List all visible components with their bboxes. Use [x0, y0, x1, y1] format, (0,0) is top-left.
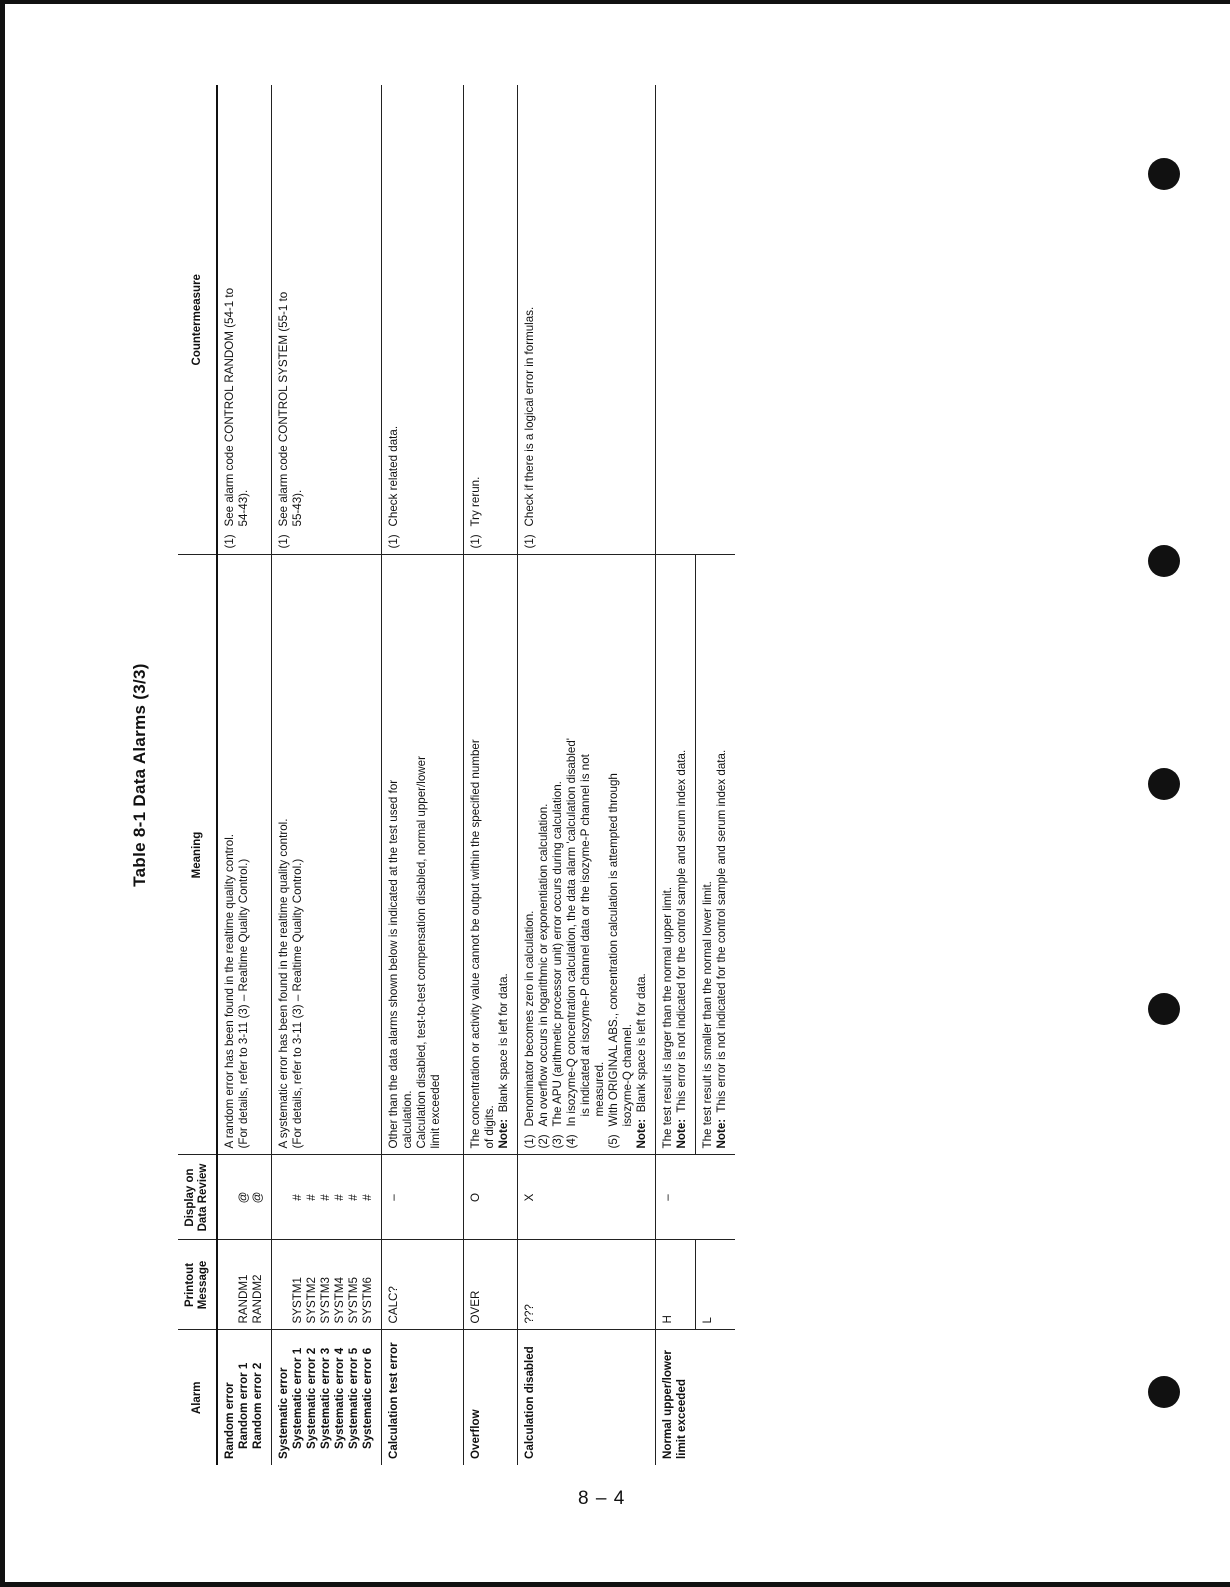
header-alarm: Alarm — [178, 1330, 217, 1465]
meaning-cell: (1)Denominator becomes zero in calculation. (2)An overflow occurs in logarithmic or exponentiation calculation. (3)The APU (arithmetic processor unit) error occurs during calculation. (4)In isozyme-Q concentration calculation, the data alarm 'calculation disabled' is indicated at isozyme-P channel data or the isozyme-P channel is not measured. (5)With ORIGINAL ABS., concentration calculation is attempted through isozyme-Q channel. Note: Blank space is left for data. — [518, 555, 656, 1155]
display-cell: @ @ — [217, 1155, 272, 1240]
display-cell: # # # # # # — [272, 1155, 382, 1240]
table-row — [272, 85, 382, 1465]
display-cell: – — [656, 1155, 736, 1240]
table-row — [656, 85, 696, 1465]
meaning-cell: The test result is smaller than the normal lower limit. Note: This error is not indicated for the control sample and serum index data. — [696, 555, 736, 1155]
meaning-cell: The concentration or activity value cannot be output within the specified number of digits. Note: Blank space is left for data. — [464, 555, 518, 1155]
meaning-cell: A systematic error has been found in the realtime quality control. (For details, refer to 3-11 (3) – Realtime Quality Control.) — [272, 555, 382, 1155]
alarm-cell: Systematic error Systematic error 1 Systematic error 2 Systematic error 3 Systematic error 4 Systematic error 5 Systematic error 6 — [272, 1330, 382, 1465]
header-display: Display on Data Review — [178, 1155, 217, 1240]
header-countermeasure: Countermeasure — [178, 85, 217, 555]
table-row — [217, 85, 272, 1465]
display-cell: X — [518, 1155, 656, 1240]
table-row — [518, 85, 656, 1465]
header-printout: Printout Message — [178, 1240, 217, 1330]
punch-hole — [1148, 158, 1180, 190]
printout-cell: H — [656, 1240, 696, 1330]
scan-edge-top — [0, 0, 1230, 4]
display-cell: O — [464, 1155, 518, 1240]
printout-cell: OVER — [464, 1240, 518, 1330]
display-cell: – — [382, 1155, 464, 1240]
countermeasure-cell: (1)Check if there is a logical error in formulas. — [518, 85, 656, 555]
data-alarms-table — [178, 85, 735, 1465]
punch-hole — [1148, 768, 1180, 800]
header-meaning: Meaning — [178, 555, 217, 1155]
printout-cell: SYSTM1 SYSTM2 SYSTM3 SYSTM4 SYSTM5 SYSTM6 — [272, 1240, 382, 1330]
printout-cell: CALC? — [382, 1240, 464, 1330]
alarm-cell: Random error Random error 1 Random error 2 — [223, 1362, 264, 1459]
meaning-cell: A random error has been found in the realtime quality control. (For details, refer to 3-11 (3) – Realtime Quality Control.) — [217, 555, 272, 1155]
countermeasure-cell — [656, 85, 736, 555]
page-number: 8 – 4 — [578, 1488, 626, 1509]
scan-edge-left — [0, 0, 5, 1587]
alarm-cell: Normal upper/lower limit exceeded — [656, 1330, 736, 1465]
scan-edge-bottom — [0, 1582, 1230, 1587]
alarm-cell: Overflow — [464, 1330, 518, 1465]
printout-cell: RANDM1 RANDM2 — [217, 1240, 272, 1330]
meaning-cell: Other than the data alarms shown below is indicated at the test used for calculation. Calculation disabled, test-to-test compensation disabled, normal upper/lower limit exceeded — [382, 555, 464, 1155]
printout-cell: L — [696, 1240, 736, 1330]
countermeasure-cell: (1)See alarm code CONTROL SYSTEM (55-1 to 55-43). — [272, 85, 382, 555]
alarm-cell: Calculation disabled — [518, 1330, 656, 1465]
table-row — [464, 85, 518, 1465]
header-row — [178, 85, 217, 1465]
countermeasure-cell: (1)Try rerun. — [464, 85, 518, 555]
countermeasure-cell: (1)Check related data. — [382, 85, 464, 555]
table-title: Table 8-1 Data Alarms (3/3) — [130, 663, 149, 887]
meaning-cell: The test result is larger than the normal upper limit. Note: This error is not indicated for the control sample and serum index data. — [656, 555, 696, 1155]
printout-cell: ??? — [518, 1240, 656, 1330]
countermeasure-cell: (1)See alarm code CONTROL RANDOM (54-1 to 54-43). — [217, 85, 272, 555]
punch-hole — [1148, 1376, 1180, 1408]
punch-hole — [1148, 993, 1180, 1025]
rotated-page — [120, 85, 820, 1465]
alarm-cell: Calculation test error — [382, 1330, 464, 1465]
punch-hole — [1148, 545, 1180, 577]
table-row — [382, 85, 464, 1465]
